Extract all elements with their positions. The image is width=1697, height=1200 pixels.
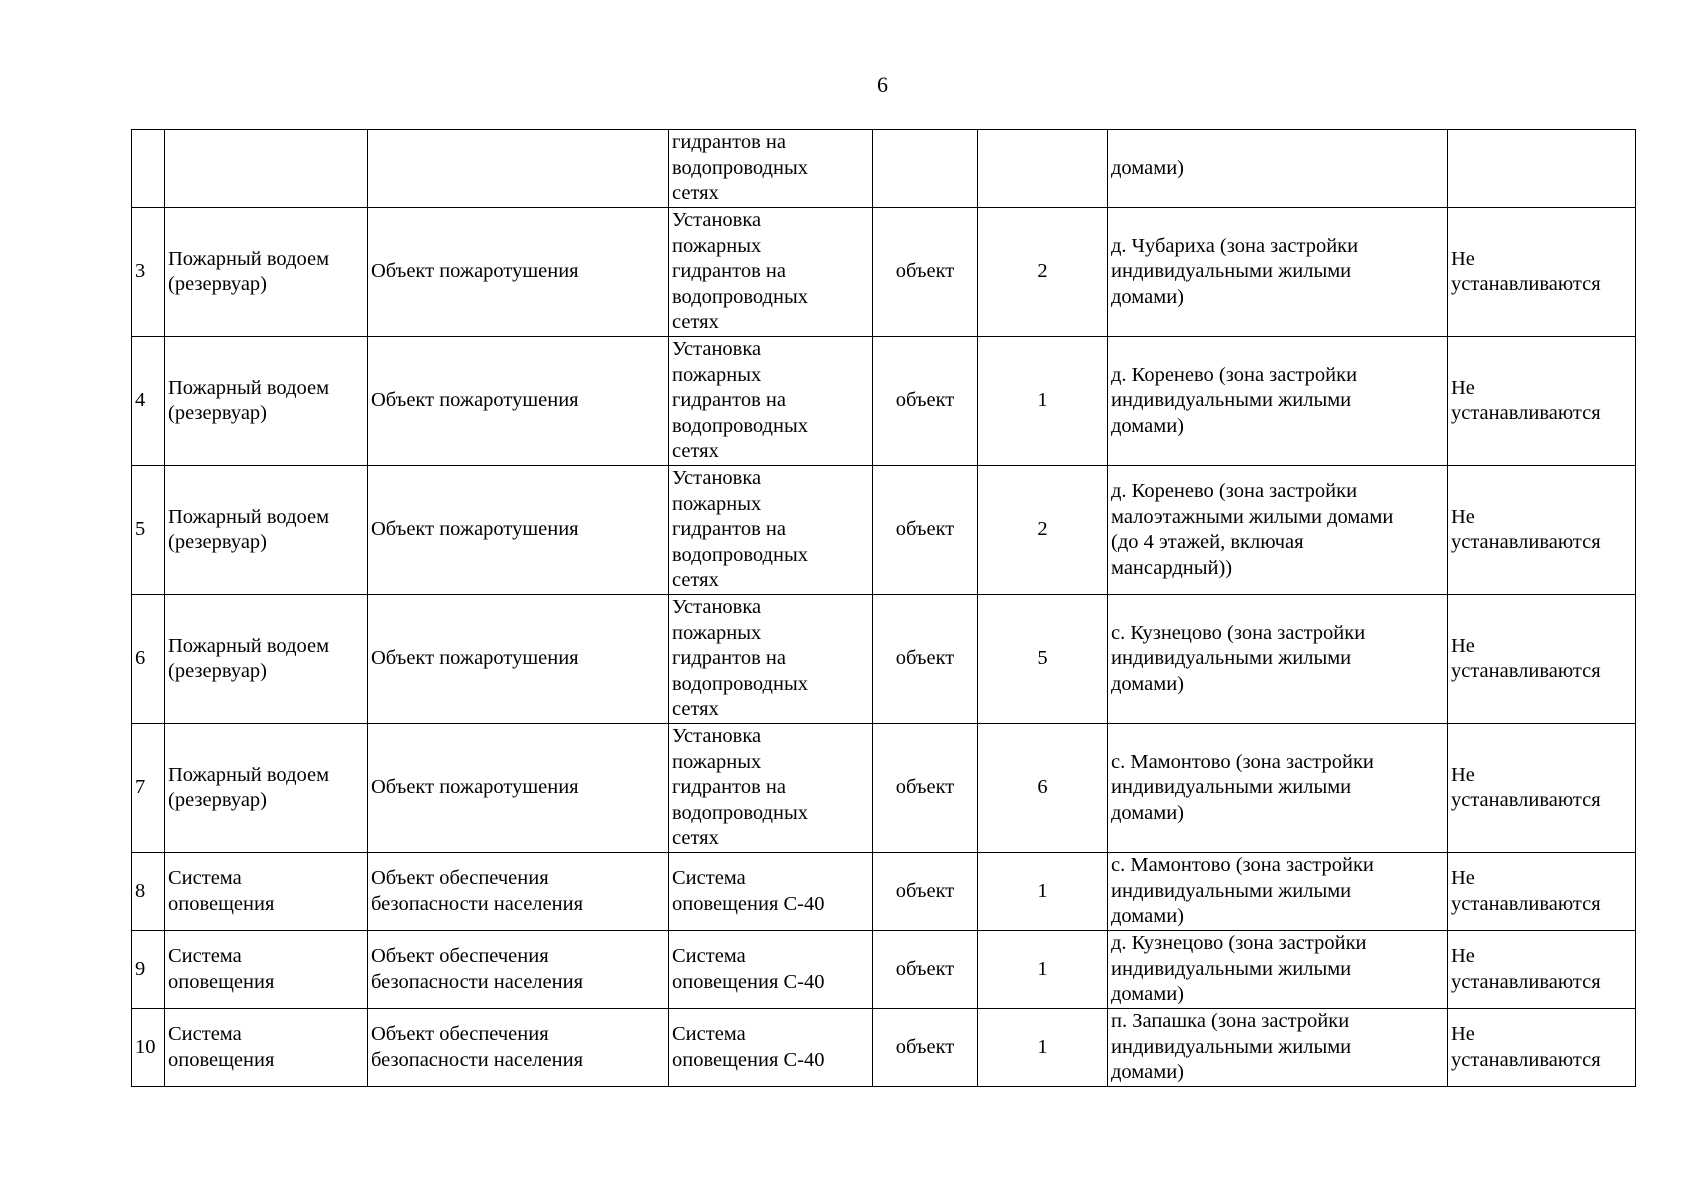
table-row-continuation [132, 130, 1636, 208]
cell-unit: объект [873, 1009, 978, 1087]
cell-num: 7 [132, 724, 165, 853]
cell-unit: объект [873, 724, 978, 853]
cell-purpose: Установка пожарных гидрантов на водопроводных сетях [669, 208, 873, 337]
table-row [132, 466, 1636, 595]
cell-location-text: домами) [1111, 156, 1184, 179]
cell-location: с. Кузнецово (зона застройки индивидуальными жилыми домами) [1108, 595, 1448, 724]
cell-zones: Не устанавливаются [1448, 466, 1636, 595]
cell-type: Объект обеспечения безопасности населения [368, 853, 669, 931]
cell-location: д. Коренево (зона застройки малоэтажными жилыми домами (до 4 этажей, включая мансардный)) [1108, 466, 1448, 595]
cell-unit: объект [873, 337, 978, 466]
cell-unit [873, 130, 978, 208]
table-row [132, 724, 1636, 853]
cell-unit: объект [873, 595, 978, 724]
cell-type [368, 130, 669, 208]
cell-location: д. Кузнецово (зона застройки индивидуальными жилыми домами) [1108, 931, 1448, 1009]
table-row [132, 595, 1636, 724]
cell-type: Объект обеспечения безопасности населения [368, 931, 669, 1009]
cell-name [165, 130, 368, 208]
cell-name: Система оповещения [165, 931, 368, 1009]
cell-zones: Не устанавливаются [1448, 931, 1636, 1009]
cell-purpose: Установка пожарных гидрантов на водопроводных сетях [669, 724, 873, 853]
cell-type: Объект пожаротушения [368, 466, 669, 595]
table-row [132, 1009, 1636, 1087]
table-row [132, 337, 1636, 466]
cell-name: Пожарный водоем (резервуар) [165, 466, 368, 595]
cell-purpose: Установка пожарных гидрантов на водопроводных сетях [669, 337, 873, 466]
cell-name: Пожарный водоем (резервуар) [165, 208, 368, 337]
cell-qty: 2 [978, 466, 1108, 595]
cell-zones: Не устанавливаются [1448, 1009, 1636, 1087]
cell-qty [978, 130, 1108, 208]
page-number: 6 [877, 72, 888, 97]
cell-type: Объект пожаротушения [368, 724, 669, 853]
cell-num: 5 [132, 466, 165, 595]
cell-name: Пожарный водоем (резервуар) [165, 337, 368, 466]
cell-num: 4 [132, 337, 165, 466]
cell-qty: 6 [978, 724, 1108, 853]
table-row [132, 853, 1636, 931]
cell-location: п. Запашка (зона застройки индивидуальными жилыми домами) [1108, 1009, 1448, 1087]
cell-zones: Не устанавливаются [1448, 853, 1636, 931]
cell-location: д. Чубариха (зона застройки индивидуальными жилыми домами) [1108, 208, 1448, 337]
cell-num: 10 [132, 1009, 165, 1087]
cell-zones [1448, 130, 1636, 208]
cell-type: Объект пожаротушения [368, 337, 669, 466]
cell-zones: Не устанавливаются [1448, 208, 1636, 337]
cell-purpose: Установка пожарных гидрантов на водопроводных сетях [669, 466, 873, 595]
cell-unit: объект [873, 931, 978, 1009]
cell-name: Пожарный водоем (резервуар) [165, 724, 368, 853]
cell-purpose [669, 130, 873, 208]
cell-name: Система оповещения [165, 1009, 368, 1087]
cell-location: с. Мамонтово (зона застройки индивидуальными жилыми домами) [1108, 853, 1448, 931]
cell-num: 3 [132, 208, 165, 337]
cell-purpose-text: гидрантов на водопроводных сетях [672, 131, 808, 205]
cell-num: 6 [132, 595, 165, 724]
cell-location [1108, 130, 1448, 208]
cell-qty: 1 [978, 1009, 1108, 1087]
cell-type: Объект пожаротушения [368, 595, 669, 724]
table-row [132, 208, 1636, 337]
cell-num: 8 [132, 853, 165, 931]
cell-name: Пожарный водоем (резервуар) [165, 595, 368, 724]
table-row [132, 931, 1636, 1009]
cell-purpose: Система оповещения С-40 [669, 1009, 873, 1087]
cell-zones: Не устанавливаются [1448, 337, 1636, 466]
cell-num: 9 [132, 931, 165, 1009]
cell-name: Система оповещения [165, 853, 368, 931]
cell-location: д. Коренево (зона застройки индивидуальными жилыми домами) [1108, 337, 1448, 466]
cell-unit: объект [873, 208, 978, 337]
cell-qty: 2 [978, 208, 1108, 337]
cell-qty: 1 [978, 853, 1108, 931]
cell-zones: Не устанавливаются [1448, 724, 1636, 853]
cell-qty: 1 [978, 337, 1108, 466]
cell-zones: Не устанавливаются [1448, 595, 1636, 724]
cell-num [132, 130, 165, 208]
cell-unit: объект [873, 853, 978, 931]
objects-table [131, 129, 1636, 1087]
cell-qty: 5 [978, 595, 1108, 724]
cell-qty: 1 [978, 931, 1108, 1009]
cell-type: Объект пожаротушения [368, 208, 669, 337]
cell-type: Объект обеспечения безопасности населения [368, 1009, 669, 1087]
cell-unit: объект [873, 466, 978, 595]
cell-location: с. Мамонтово (зона застройки индивидуальными жилыми домами) [1108, 724, 1448, 853]
cell-purpose: Система оповещения С-40 [669, 853, 873, 931]
cell-purpose: Система оповещения С-40 [669, 931, 873, 1009]
cell-purpose: Установка пожарных гидрантов на водопроводных сетях [669, 595, 873, 724]
